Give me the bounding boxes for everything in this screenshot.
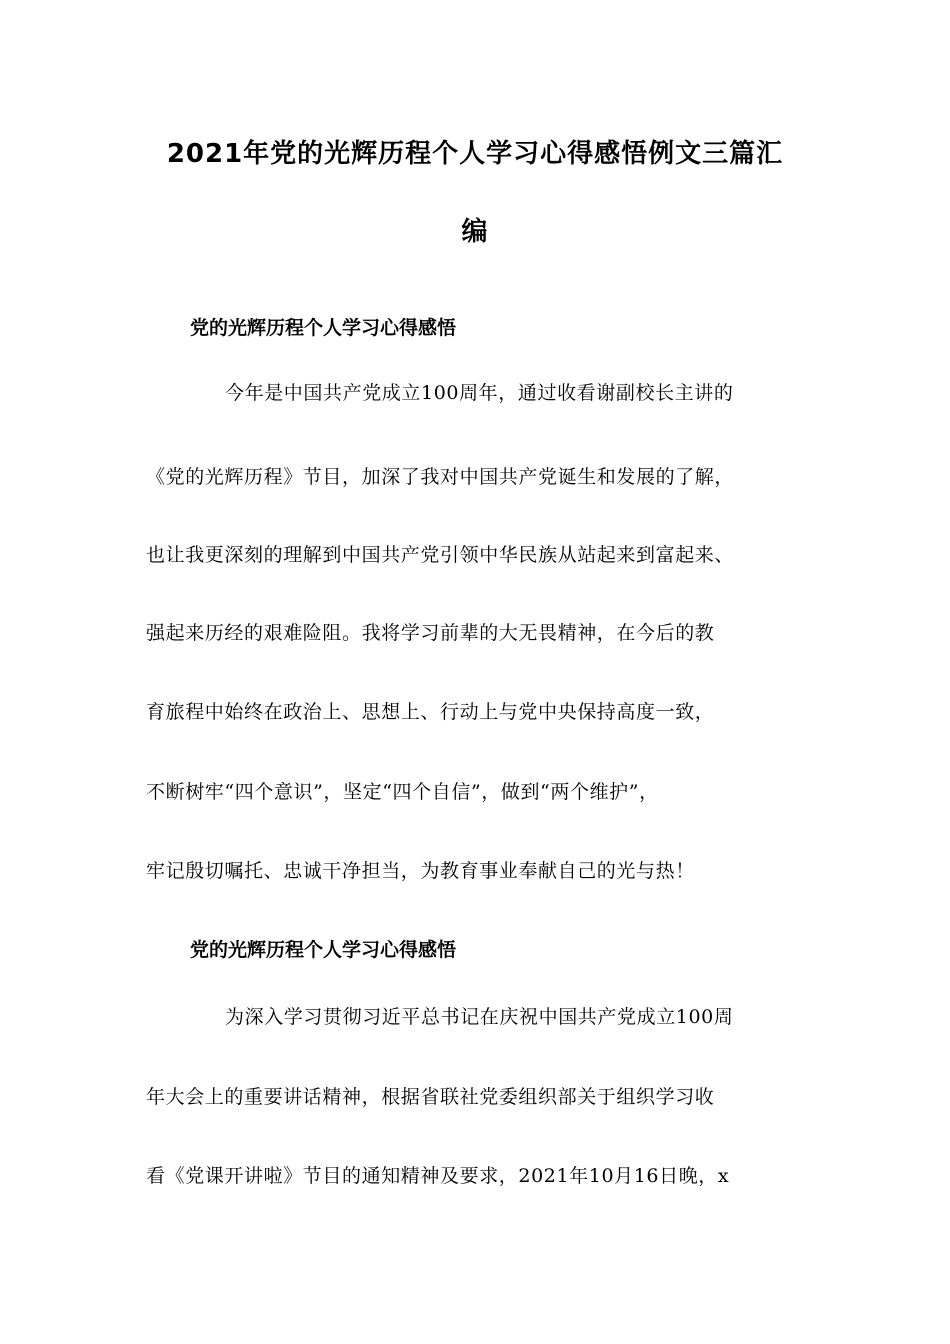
section-2-line-1: 为深入学习贯彻习近平总书记在庆祝中国共产党成立100周 [225, 1006, 734, 1028]
section-2-heading: 党的光辉历程个人学习心得感悟 [190, 939, 457, 961]
section-1-line-1: 今年是中国共产党成立100周年，通过收看谢副校长主讲的 [225, 382, 734, 404]
section-2-line-2: 年大会上的重要讲话精神，根据省联社党委组织部关于组织学习收 [146, 1086, 715, 1108]
document-title-line-2: 编 [461, 217, 489, 247]
section-1-line-2: 《党的光辉历程》节目，加深了我对中国共产党诞生和发展的了解， [146, 466, 735, 488]
section-1-line-3: 也让我更深刻的理解到中国共产党引领中华民族从站起来到富起来、 [146, 544, 735, 566]
section-1-line-7: 牢记殷切嘱托、忠诚干净担当，为教育事业奉献自己的光与热！ [146, 860, 695, 882]
section-2-line-3: 看《党课开讲啦》节目的通知精神及要求，2021年10月16日晚，x [146, 1165, 730, 1187]
section-1-heading: 党的光辉历程个人学习心得感悟 [190, 317, 457, 339]
section-1-line-6: 不断树牢“四个意识”，坚定“四个自信”，做到“两个维护”， [146, 781, 659, 803]
section-1-line-5: 育旅程中始终在政治上、思想上、行动上与党中央保持高度一致， [146, 701, 715, 723]
section-1-line-4: 强起来历经的艰难险阻。我将学习前辈的大无畏精神，在今后的教 [146, 622, 715, 644]
document-title-line-1: 2021年党的光辉历程个人学习心得感悟例文三篇汇 [166, 139, 784, 169]
